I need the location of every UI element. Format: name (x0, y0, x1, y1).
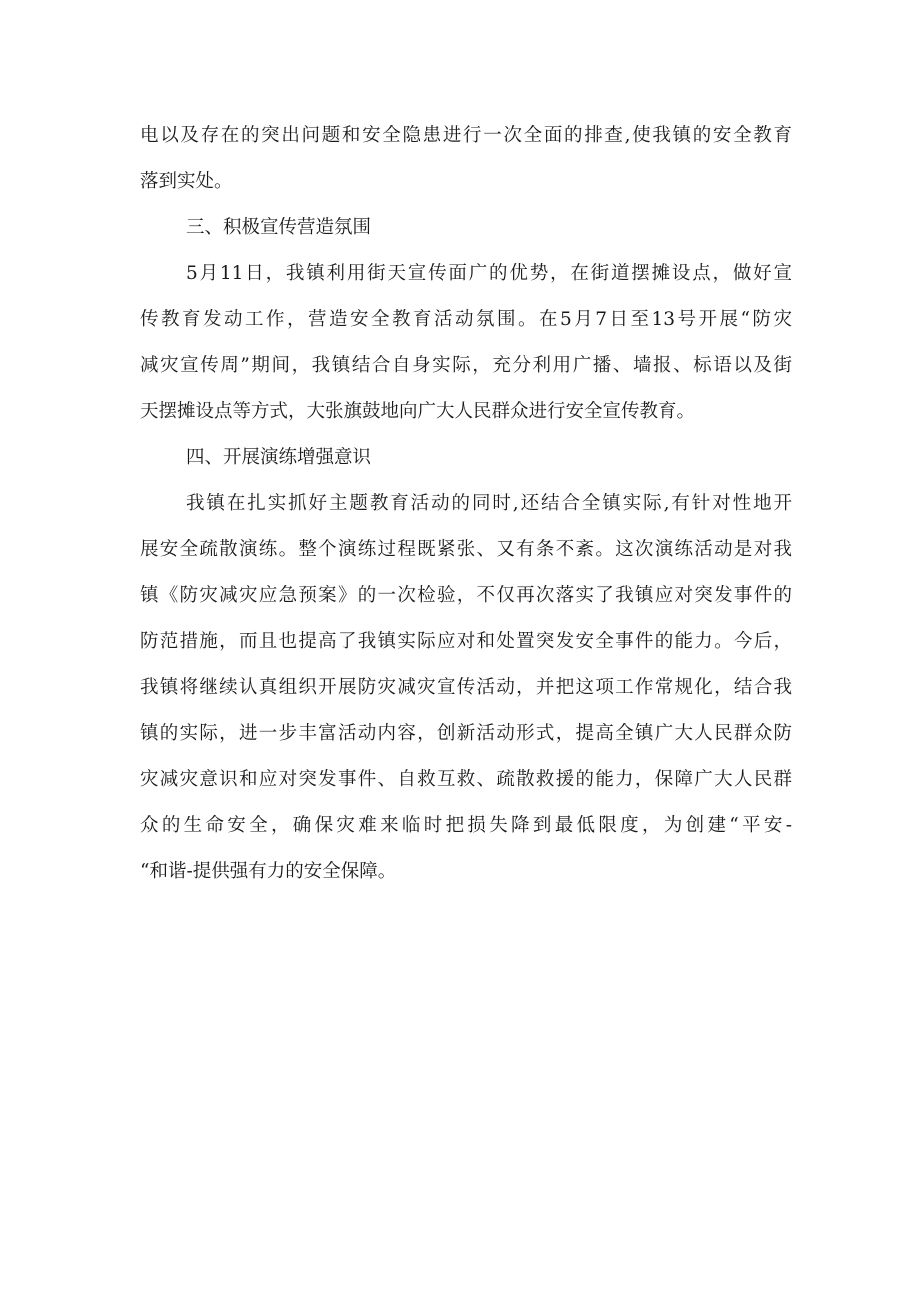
paragraph-line: 传教育发动工作，营造安全教育活动氛围。在5月7日至13号开展“防灾 (140, 309, 792, 330)
paragraph-line: “和谐-提供强有力的安全保障。 (140, 861, 397, 882)
paragraph-line: 天摆摊设点等方式，大张旗鼓地向广大人民群众进行安全宣传教育。 (140, 401, 696, 422)
section-heading-4: 四、开展演练增强意识 (186, 447, 372, 468)
paragraph-line: 灾减灾意识和应对突发事件、自救互救、疏散救援的能力，保障广大人民群 (140, 769, 792, 790)
paragraph-line: 众的生命安全，确保灾难来临时把损失降到最低限度，为创建“平安- (140, 815, 792, 836)
document-body (140, 113, 792, 895)
section-heading-3: 三、积极宣传营造氛围 (186, 217, 372, 238)
paragraph-line: 电以及存在的突出问题和安全隐患进行一次全面的排查,使我镇的安全教育 (140, 125, 792, 146)
paragraph-line: 我镇将继续认真组织开展防灾减灾宣传活动，并把这项工作常规化，结合我 (140, 677, 792, 698)
paragraph-line: 5月11日，我镇利用街天宣传面广的优势，在街道摆摊设点，做好宣 (186, 263, 792, 284)
paragraph-line: 展安全疏散演练。整个演练过程既紧张、又有条不紊。这次演练活动是对我 (140, 539, 792, 560)
paragraph-line: 我镇在扎实抓好主题教育活动的同时,还结合全镇实际,有针对性地开 (186, 493, 792, 514)
paragraph-line: 减灾宣传周”期间，我镇结合自身实际，充分利用广播、墙报、标语以及街 (140, 355, 792, 376)
paragraph-line: 镇《防灾减灾应急预案》的一次检验，不仅再次落实了我镇应对突发事件的 (140, 585, 792, 606)
paragraph-line: 落到实处。 (140, 171, 233, 192)
paragraph-line: 防范措施，而且也提高了我镇实际应对和处置突发安全事件的能力。今后， (140, 631, 792, 652)
paragraph-line: 镇的实际，进一步丰富活动内容，创新活动形式，提高全镇广大人民群众防 (140, 723, 792, 744)
